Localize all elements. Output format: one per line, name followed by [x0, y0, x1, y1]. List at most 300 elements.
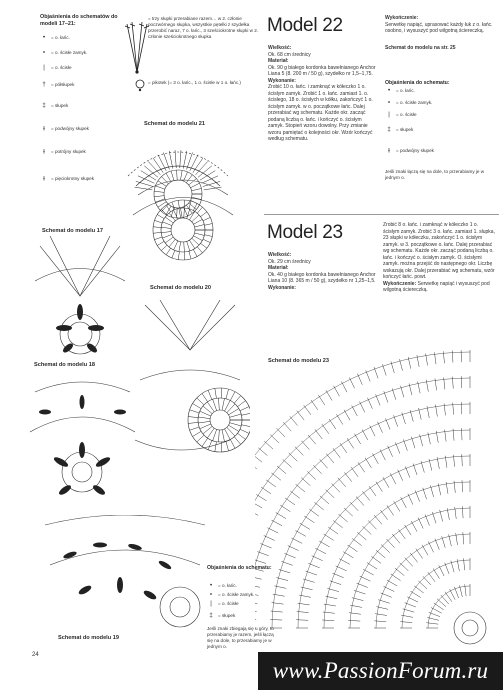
stitch-mark [190, 410, 199, 413]
stitch-mark [387, 580, 397, 586]
stitch-mark [301, 441, 309, 450]
stitch-mark [163, 222, 172, 226]
schema-label-23: Schemat do modelu 23 [268, 358, 329, 364]
legend-item [385, 110, 495, 119]
stitch-mark [371, 556, 381, 563]
legend-label: = o. ścisłe zamyk. [396, 99, 433, 105]
stitch-mark [175, 150, 176, 168]
stitch-mark [369, 486, 376, 496]
legend-label: = o. łańc. [51, 34, 70, 40]
model-22-title: Model 22 [267, 15, 343, 36]
stitch-mark [276, 513, 286, 519]
double-treble-icon: ⫲ [43, 148, 45, 155]
stitch-mark [297, 411, 304, 420]
legend-title: Objaśnienia do schematów do modeli 17–21: [40, 14, 118, 27]
stitch-mark [187, 241, 190, 251]
stitch-mark [255, 560, 266, 564]
stitch-mark [376, 550, 385, 558]
double-crochet-icon: ‡ [387, 126, 391, 133]
stitch-mark [163, 234, 172, 238]
stitch-mark [388, 446, 393, 457]
stitch-mark [187, 209, 190, 219]
stitch-mark [204, 235, 212, 237]
single-crochet-icon: | [210, 600, 212, 607]
stitch-mark [403, 439, 407, 450]
stitch-mark [234, 396, 240, 404]
stitch-mark [454, 587, 458, 598]
picot-icon [133, 78, 147, 92]
stitch-mark [189, 201, 191, 209]
stitch-mark [295, 447, 303, 456]
stitch-mark [202, 438, 208, 446]
stitch-mark [267, 528, 278, 533]
stitch-mark [332, 484, 340, 493]
stitch-mark [312, 556, 323, 561]
stitch-mark [178, 200, 179, 208]
stitch-mark [390, 473, 395, 484]
stitch-mark [281, 561, 292, 565]
stitch-mark [357, 374, 362, 385]
stitch-mark [255, 502, 262, 508]
legend-label: = o. ścisłe zamyk. [218, 591, 255, 597]
stitch-mark [336, 566, 347, 571]
material-value: Ok. 40 g białego kordonka bawełnianego Anchor Liana 10 (8. 365 m / 50 g), szydełko nr 1,25–1,5. [268, 271, 376, 284]
stitch-mark [395, 568, 404, 575]
legend-label: = o. ścisłe [396, 111, 417, 117]
stitch-mark [256, 494, 266, 500]
legend-label: = półsłupek [51, 81, 75, 87]
schema-label-18: Schemat do modelu 18 [34, 362, 95, 368]
stitch-mark [360, 402, 365, 413]
stitch-mark [225, 429, 231, 440]
chain-stitch-icon: • [209, 582, 213, 589]
size-label: Wielkość: [268, 252, 292, 258]
stitch-mark [188, 422, 198, 423]
legend-title: Objaśnienia do schematu: [385, 80, 450, 86]
legend-item [385, 98, 495, 107]
stitch-mark [339, 559, 350, 565]
stitch-mark [324, 534, 334, 540]
stitch-mark [153, 232, 161, 233]
chain-stitch-icon: • [42, 34, 46, 41]
stitch-mark [166, 205, 170, 212]
quintuple-treble-icon: ⫲ [43, 175, 45, 182]
stitch-mark [439, 565, 444, 576]
stitch-mark [403, 609, 415, 612]
stitch-mark [405, 603, 416, 607]
stitch-mark [300, 523, 310, 529]
stitch-mark [169, 239, 175, 247]
stitch-mark [148, 162, 160, 175]
stitch-mark [304, 405, 311, 415]
stitch-mark [196, 162, 208, 175]
stitch-mark [290, 416, 298, 425]
stitch-mark [203, 239, 210, 242]
stitch-mark [230, 439, 235, 448]
stitch-mark [161, 209, 167, 215]
stitch-mark [200, 411, 211, 416]
stitch-mark [423, 576, 431, 585]
stitch-mark [374, 367, 378, 378]
stitch-mark [192, 238, 199, 245]
legend-item [40, 63, 120, 72]
stitch-mark [208, 440, 212, 449]
legend-label: = pięciokrotny słupek [51, 175, 95, 181]
stitch-mark [368, 398, 373, 409]
stitch-mark [340, 443, 347, 453]
stitch-mark [166, 248, 170, 255]
stitch-mark [180, 150, 181, 168]
double-crochet-icon: ‡ [209, 612, 213, 619]
legend-label: = podwójny słupek [396, 147, 434, 153]
stitch-mark [392, 534, 400, 543]
stitch-mark [307, 471, 316, 479]
stitch-mark [161, 245, 167, 251]
stitch-mark [222, 398, 224, 410]
round-arc [402, 560, 470, 628]
stitch-mark [360, 576, 371, 581]
material-value: Ok. 90 g białego kordonka bawełnianego Anchor Liana 5 (8. 200 m / 50 g), szydełko nr 1,5–1,75. [268, 64, 376, 77]
legend-label: = słupek [218, 612, 236, 618]
stitch-mark [414, 586, 424, 593]
legend-item [40, 48, 120, 57]
single-crochet-icon: | [43, 64, 45, 71]
legend-label: = słupek [51, 102, 69, 108]
stitch-mark [189, 251, 191, 259]
stitch-mark [193, 249, 197, 256]
stitch-mark [422, 545, 428, 555]
stitch-mark [197, 435, 204, 442]
legend-item [40, 101, 120, 110]
stitch-mark [384, 391, 388, 402]
stitch-mark [264, 441, 273, 449]
stitch-mark [183, 151, 187, 169]
stitch-mark [200, 424, 211, 429]
stitch-mark [408, 494, 413, 505]
stitch-mark [338, 478, 346, 487]
stitch-mark [193, 203, 197, 210]
legend-item [40, 33, 120, 42]
stitch-mark [174, 241, 178, 250]
stitch-mark [401, 497, 407, 508]
finish-label: Wykończenie: [385, 15, 419, 21]
stitch-mark [363, 569, 374, 575]
stitch-mark [291, 538, 302, 543]
stitch-mark [362, 429, 368, 440]
stitch-mark [255, 462, 257, 469]
stitch-mark [347, 438, 354, 448]
stitch-mark [318, 395, 325, 405]
schema-reference: Schemat do modelu na str. 25 [385, 44, 456, 51]
stitch-mark [161, 232, 171, 233]
stitch-mark [261, 487, 271, 494]
stitch-mark [264, 536, 275, 541]
stitch-mark [208, 390, 212, 399]
legend-note: Jeśli znaki zbiegają się u góry, to przerabiamy je razem, jeśli łączą się na dole, to przerabiamy je w jednym o. [207, 626, 274, 649]
stitch-mark [194, 236, 203, 241]
stitch-mark [308, 563, 319, 567]
stitch-mark [333, 573, 344, 577]
stitch-mark [283, 422, 291, 431]
stitch-mark [429, 612, 440, 616]
slip-stitch-icon: ∘ [387, 99, 391, 106]
legend-label: = o. ścisłe [218, 600, 239, 606]
stitch-mark [197, 207, 202, 213]
stitch-mark [198, 417, 210, 419]
stitch-mark [365, 458, 371, 468]
stitch-mark [311, 400, 318, 410]
stitch-mark [257, 552, 268, 556]
stitch-mark [179, 208, 181, 218]
stitch-mark [405, 558, 413, 567]
legend-note: Jeśli znaki łączą się na dole, to przerabiamy je w jednym o. [385, 169, 485, 180]
double-crochet-icon: ‡ [42, 102, 46, 109]
stitch-mark [380, 510, 387, 520]
stitch-mark [309, 509, 319, 516]
stitch-mark [395, 442, 399, 453]
legend-model-23 [207, 565, 277, 650]
stitch-mark [405, 466, 409, 477]
model-23-title: Model 23 [267, 222, 343, 243]
stitch-mark [362, 491, 369, 500]
legend-model-22 [385, 80, 495, 181]
stitch-mark [153, 227, 161, 228]
legend-item [40, 80, 120, 89]
stitch-mark [357, 583, 368, 587]
stitch-mark [308, 435, 316, 444]
stitch-mark [304, 516, 314, 523]
round-arc [298, 456, 470, 628]
model-22-text [268, 45, 378, 143]
stitch-mark [386, 418, 390, 429]
legend-item [207, 581, 277, 590]
stitch-mark [277, 466, 286, 474]
stitch-mark [386, 539, 394, 548]
watermark-logo: www.PassionForum.ru [258, 652, 503, 690]
round-arc [350, 508, 470, 628]
stitch-mark [260, 544, 271, 548]
work-value: Zrobić 8 o. łańc. i zamknąć w kółeczko 1 o. ścisłym zamyk. Zrobić 3 o. łańc. zamiast 1. słupka, 23 słupki w kółeczku, zakończyć 1 o. ścisłym zamyk. w 3. początkowe o. łańc. Dalej przerabiać wg schematu. Każde okr. zacząć podaną liczbą o. łańc. i kończyć o. ścisłym zamyk. O. ścisłymi zamyk. można przejść do następnego okr. Liczbę wskazują okr. Dalej przerabiać wg schematu, wzór kończyć łańc. powt. [383, 222, 495, 280]
legend-item [207, 611, 277, 620]
legend-item [385, 125, 495, 134]
stitch-mark [383, 477, 389, 487]
treble-icon: ⫲ [43, 125, 45, 132]
work-label: Wykonanie: [268, 77, 296, 84]
stitch-mark [215, 388, 217, 398]
stitch-mark [384, 586, 395, 591]
stitch-mark [169, 151, 173, 169]
legend-title: Objaśnienia do schematu: [207, 565, 272, 571]
stitch-mark [238, 401, 246, 407]
stitch-mark [381, 593, 392, 597]
stitch-mark [222, 430, 224, 442]
schema-label-17: Schemat do modelu 17 [42, 228, 103, 234]
stitch-mark [441, 595, 449, 604]
stitch-mark [221, 388, 222, 398]
stitch-mark [215, 442, 217, 452]
stitch-mark [314, 502, 323, 510]
stitch-mark [407, 597, 418, 602]
stitch-mark [320, 496, 329, 504]
stitch-mark [213, 429, 217, 440]
round-arc [255, 404, 470, 628]
stitch-mark [344, 472, 352, 481]
round-arc [255, 378, 470, 628]
stitch-mark [433, 568, 439, 578]
stitch-mark [301, 478, 310, 486]
stitch-mark [319, 541, 329, 547]
stitch-mark [344, 410, 350, 420]
stitch-mark [445, 592, 452, 602]
finish-label: Wykończenie: [383, 280, 417, 287]
stitch-mark [190, 427, 199, 430]
size-value: Ok. 68 cm średnicy [268, 51, 311, 58]
stitch-mark [352, 405, 358, 416]
stitch-mark [400, 563, 409, 571]
stitch-mark [201, 243, 207, 248]
legend-item [207, 599, 277, 608]
stitch-mark [202, 394, 208, 402]
stitch-mark [198, 421, 210, 423]
stitch-mark [357, 532, 366, 540]
stitch-mark [189, 240, 194, 248]
stitch-mark [234, 437, 240, 445]
stitch-mark [155, 220, 163, 223]
finish-value: Serwetkę napiąć, uprasować każdy łuk z o. łańc. osobno, i wysuszyć pod wilgotną ściereczką. [385, 21, 493, 34]
stitch-mark [350, 502, 358, 511]
stitch-mark [322, 424, 329, 434]
stitch-mark [157, 241, 164, 245]
stitch-mark [184, 242, 185, 252]
stitch-mark [358, 462, 365, 472]
stitch-mark [451, 561, 454, 573]
stitch-mark [266, 480, 276, 487]
stitch-mark [172, 250, 175, 257]
round-arc [255, 352, 470, 628]
stitch-mark [179, 242, 181, 252]
stitch-mark [445, 563, 449, 574]
stitch-mark [374, 515, 382, 524]
diagram-model-20-large [130, 300, 250, 470]
stitch-mark [320, 459, 328, 468]
stitch-mark [221, 442, 222, 452]
stitch-mark [230, 414, 242, 417]
stitch-mark [226, 389, 229, 399]
stitch-mark [410, 591, 420, 597]
stitch-mark [283, 459, 292, 467]
stitch-mark [367, 563, 377, 569]
stitch-mark [255, 510, 258, 516]
stitch-mark [349, 378, 354, 389]
stitch-mark [394, 415, 398, 426]
stitch-mark [343, 552, 353, 558]
stitch-mark [344, 508, 353, 516]
slip-stitch-icon: ∘ [42, 49, 46, 56]
stitch-mark [391, 574, 401, 581]
stitch-mark [270, 435, 279, 443]
stitch-mark [193, 431, 202, 436]
stitch-mark [218, 430, 219, 442]
diagram-model-17 [30, 236, 130, 356]
stitch-mark [315, 429, 322, 438]
schema-label-19: Schemat do modelu 19 [58, 635, 119, 641]
stitch-mark [189, 211, 194, 219]
stitch-mark [352, 538, 362, 545]
stitch-mark [255, 455, 262, 462]
slip-stitch-icon: ∘ [209, 591, 213, 598]
stitch-mark [169, 213, 175, 221]
stitch-mark [356, 496, 364, 505]
stitch-mark [240, 429, 249, 433]
stitch-mark [431, 608, 442, 614]
half-double-icon: † [42, 81, 46, 88]
stitch-mark [418, 581, 427, 589]
stitch-mark [336, 414, 342, 424]
stitch-mark [184, 208, 185, 218]
round-arc [428, 586, 470, 628]
stitch-mark [341, 382, 347, 393]
stitch-mark [194, 219, 203, 224]
chain-stitch-icon: • [387, 87, 391, 94]
page-number: 24 [32, 652, 39, 658]
stitch-mark [178, 252, 179, 260]
stitch-mark [376, 394, 380, 405]
stitch-mark [381, 544, 390, 552]
stitch-mark [289, 453, 298, 461]
finish-value: Serwetkę napiąć i wysuszyć pod wilgotną ściereczką. [383, 280, 490, 293]
stitch-mark [193, 404, 202, 409]
stitch-mark [165, 237, 173, 243]
stitch-mark [204, 224, 212, 226]
schema-label-21: Schemat do modelu 21 [144, 121, 205, 127]
stitch-mark [240, 407, 249, 411]
stitch-mark [355, 434, 361, 444]
stitch-mark [434, 603, 444, 610]
stitch-mark [313, 465, 321, 474]
round-arc [324, 482, 470, 628]
stitch-mark [348, 545, 358, 552]
stitch-mark [428, 572, 435, 582]
stitch-mark [285, 498, 295, 505]
stitch-mark [334, 386, 340, 396]
stitch-mark [450, 589, 456, 600]
stitch-mark [284, 553, 295, 557]
stitch-mark [425, 515, 429, 526]
stitch-mark [413, 464, 417, 475]
stitch-mark [437, 599, 446, 607]
stitch-mark [333, 520, 342, 527]
stitch-mark [230, 423, 242, 426]
legend-label: = o. ścisłe [51, 64, 72, 70]
stitch-mark [326, 390, 332, 400]
work-label: Wykonanie: [268, 284, 296, 291]
stitch-mark [280, 505, 290, 512]
stitch-mark [288, 546, 299, 551]
model-23-work [383, 222, 495, 294]
model-22-finish [385, 15, 493, 51]
stitch-mark [213, 399, 217, 410]
diagram-model-19 [40, 515, 210, 635]
diagram-model-23 [255, 320, 500, 650]
diagram-model-20 [128, 175, 238, 280]
legend-label: = słupek [396, 126, 414, 132]
stitch-mark [378, 422, 383, 433]
stitch-mark [368, 521, 376, 530]
stitch-mark [165, 217, 173, 223]
stitch-mark [338, 514, 347, 522]
stitch-mark [172, 202, 175, 209]
stitch-mark [394, 501, 400, 511]
